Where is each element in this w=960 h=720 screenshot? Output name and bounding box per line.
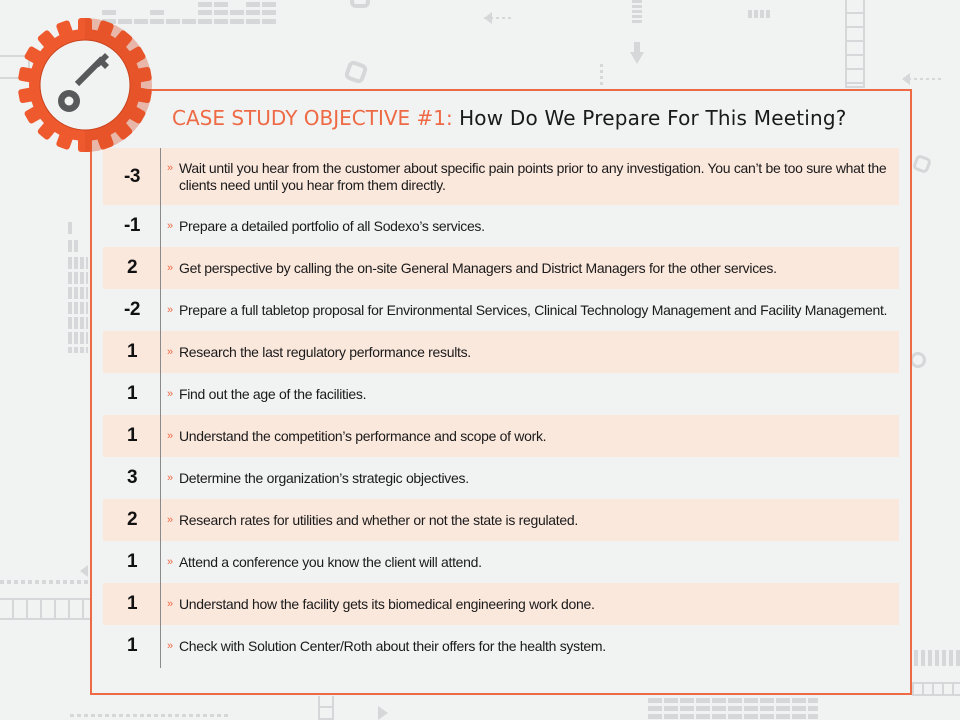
chevron-icon: » [167,161,173,174]
item-text: Research rates for utilities and whether or not the state is regulated. [179,511,578,528]
score: 1 [126,425,138,446]
chevron-icon: » [167,471,173,484]
chevron-icon: » [167,429,173,442]
chevron-icon: » [167,219,173,232]
column-divider [160,148,161,668]
score: 3 [126,467,138,488]
title-text: How Do We Prepare For This Meeting? [459,106,847,130]
list-item [103,331,899,373]
score: -1 [124,215,140,236]
score: -2 [124,299,140,320]
score: 1 [126,551,138,572]
list-item [103,247,899,289]
list-item [103,457,899,499]
objectives-list [103,148,899,667]
list-item [103,205,899,247]
title-label: CASE STUDY OBJECTIVE #1: [172,106,453,130]
item-text: Understand the competition’s performance and scope of work. [179,427,547,444]
list-item [103,583,899,625]
chevron-icon: » [167,303,173,316]
chevron-icon: » [167,639,173,652]
item-text: Understand how the facility gets its biomedical engineering work done. [179,595,595,612]
score: 1 [126,341,138,362]
item-text: Prepare a detailed portfolio of all Sodexo’s services. [179,217,485,234]
chevron-icon: » [167,345,173,358]
chevron-icon: » [167,261,173,274]
item-text: Research the last regulatory performance results. [179,343,471,360]
key-in-gear-icon [18,18,152,152]
item-text: Wait until you hear from the customer about specific pain points prior to any investigation. You can’t be too sure what the clients need until you hear from them directly. [179,159,887,193]
chevron-icon: » [167,555,173,568]
score: 1 [126,593,138,614]
score: 1 [126,383,138,404]
chevron-icon: » [167,597,173,610]
list-item [103,415,899,457]
chevron-icon: » [167,513,173,526]
item-text: Get perspective by calling the on-site General Managers and District Managers for the other services. [179,259,777,276]
score: 2 [126,509,138,530]
list-item [103,373,899,415]
item-text: Check with Solution Center/Roth about their offers for the health system. [179,637,606,654]
item-text: Prepare a full tabletop proposal for Environmental Services, Clinical Technology Management and Facility Management. [179,301,888,318]
list-item [103,499,899,541]
item-text: Determine the organization’s strategic objectives. [179,469,469,486]
list-item [103,625,899,667]
list-item [103,289,899,331]
score: 1 [126,635,138,656]
chevron-icon: » [167,387,173,400]
score: -3 [124,165,140,187]
score: 2 [126,257,138,278]
item-text: Attend a conference you know the client will attend. [179,553,482,570]
list-item [103,148,899,205]
item-text: Find out the age of the facilities. [179,385,367,402]
list-item [103,541,899,583]
page-title [172,105,847,131]
